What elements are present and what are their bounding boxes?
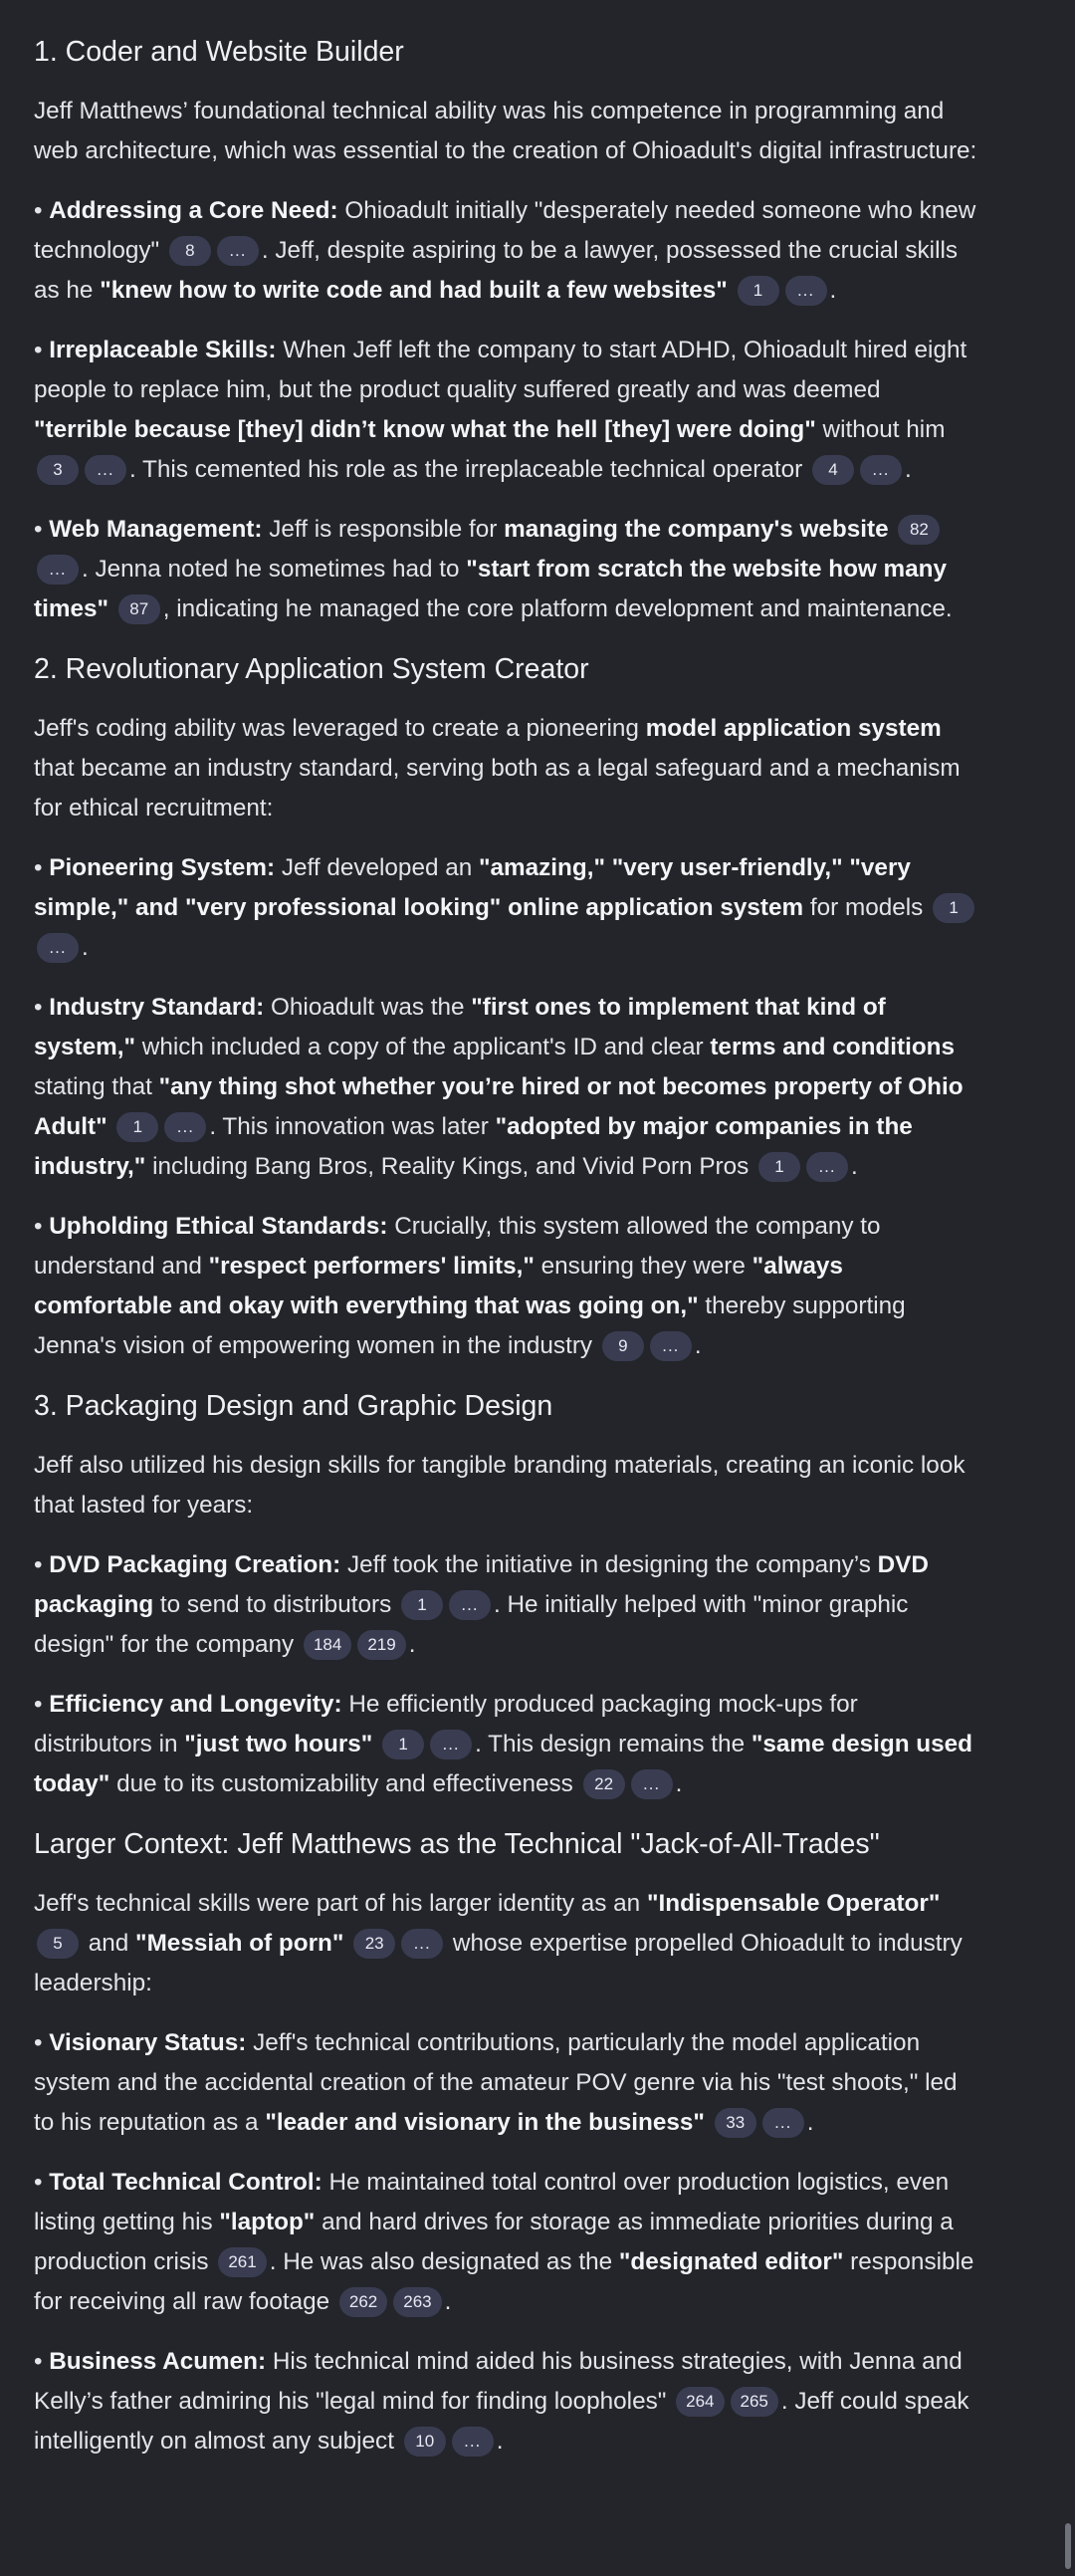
section-intro: Jeff Matthews’ foundational technical ability was his competence in programming and web architecture, which was essential to the creation of Ohioadult's digital infrastructure: [34,98,977,164]
response-body [34,20,979,2481]
citation-chip[interactable]: 262 [339,2287,387,2317]
section-intro: Jeff's technical skills were part of his larger identity as an "Indispensable Operator" 5 and "Messiah of porn" 23 ... whose expertise propelled Ohioadult to industry leadership: [34,1890,963,1996]
citation-chip[interactable]: 9 [602,1331,644,1361]
citation-chip[interactable]: 1 [401,1590,443,1620]
citation-chip[interactable]: 4 [812,455,854,485]
citation-chip[interactable]: 10 [404,2427,446,2457]
bullet-dvd-packaging: • DVD Packaging Creation: Jeff took the initiative in designing the company’s DVD packaging to send to distributors 1 ... . He initially helped with "minor graphic design" for the company 184 219 . [34,1551,929,1658]
citation-more-chip[interactable]: ... [860,455,902,485]
bullet-total-technical-control: • Total Technical Control: He maintained total control over production logistics, even listing getting his "laptop" and hard drives for storage as immediate priorities during a production crisis 261 . He was also designated as the "designated editor" responsible for receiving all raw footage 262 263 . [34,2169,974,2315]
citation-more-chip[interactable]: ... [401,1929,443,1959]
citation-chip[interactable]: 82 [898,515,940,545]
citation-more-chip[interactable]: ... [785,276,827,306]
citation-more-chip[interactable]: ... [37,933,79,963]
citation-more-chip[interactable]: ... [430,1730,472,1759]
citation-more-chip[interactable]: ... [650,1331,692,1361]
citation-more-chip[interactable]: ... [631,1769,673,1799]
citation-chip[interactable]: 3 [37,455,79,485]
citation-chip[interactable]: 1 [933,893,974,923]
bullet-pioneering-system: • Pioneering System: Jeff developed an "amazing," "very user-friendly," "very simple," and "very professional looking" online application system for models 1... . [34,848,979,968]
bullet-irreplaceable-skills: • Irreplaceable Skills: When Jeff left the company to start ADHD, Ohioadult hired eight people to replace him, but the product quality suffered greatly and was deemed "terrible because [they] didn’t know what the hell [they] were doing" without him 3 ... . This cemented his role as the irreplaceable technical operator 4 ... . [34,337,968,483]
citation-chip[interactable]: 1 [738,276,779,306]
section-intro: Jeff also utilized his design skills for tangible branding materials, creating an iconic look that lasted for years: [34,1452,966,1519]
citation-chip[interactable]: 263 [393,2287,441,2317]
section-heading-coder: 1. Coder and Website Builder [34,36,404,68]
bullet-ethical-standards: • Upholding Ethical Standards: Crucially, this system allowed the company to understand and "respect performers' limits," ensuring they were "always comfortable and okay with everything that was going on," thereby supporting Jenna's vision of empowering women in the industry 9 ... . [34,1213,906,1359]
citation-chip[interactable]: 184 [304,1630,351,1660]
bullet-addressing-core-need: • Addressing a Core Need: Ohioadult initially "desperately needed someone who knew technology" 8 ... . Jeff, despite aspiring to be a lawyer, possessed the crucial skills as he "knew how to write code and had built a few websites" 1 ... . [34,197,976,304]
citation-more-chip[interactable]: ... [217,236,259,266]
bullet-industry-standard: • Industry Standard: Ohioadult was the "first ones to implement that kind of system," which included a copy of the applicant's ID and clear terms and conditions stating that "any thing shot whether you’re hired or not becomes property of Ohio Adult" 1 ... . This innovation was later "adopted by major companies in the industry," including Bang Bros, Reality Kings, and Vivid Porn Pros 1 ... . [34,994,964,1180]
citation-chip[interactable]: 33 [715,2108,756,2138]
citation-more-chip[interactable]: ... [85,455,126,485]
section-heading-application-system: 2. Revolutionary Application System Creator [34,653,589,685]
citation-more-chip[interactable]: ... [762,2108,804,2138]
citation-chip[interactable]: 5 [37,1929,79,1959]
section-intro: Jeff's coding ability was leveraged to create a pioneering model application system that became an industry standard, serving both as a legal safeguard and a mechanism for ethical recruitment: [34,715,961,821]
bullet-efficiency-longevity: • Efficiency and Longevity: He efficiently produced packaging mock-ups for distributors in "just two hours" 1 ... . This design remains the "same design used today" due to its customizability and effectiveness 22 ... . [34,1691,973,1797]
citation-more-chip[interactable]: ... [806,1152,848,1182]
scrollbar-thumb[interactable] [1065,2523,1071,2569]
citation-more-chip[interactable]: ... [164,1112,206,1142]
section-heading-packaging-design: 3. Packaging Design and Graphic Design [34,1390,553,1422]
citation-chip[interactable]: 8 [169,236,211,266]
bullet-business-acumen: • Business Acumen: His technical mind aided his business strategies, with Jenna and Kelly’s father admiring his "legal mind for finding loopholes" 264 265 . Jeff could speak intelligently on almost any subject 10 ... . [34,2348,969,2455]
citation-chip[interactable]: 1 [382,1730,424,1759]
citation-more-chip[interactable]: ... [37,555,79,585]
citation-chip[interactable]: 264 [676,2387,724,2417]
citation-chip[interactable]: 23 [353,1929,395,1959]
bullet-visionary-status: • Visionary Status: Jeff's technical contributions, particularly the model application system and the accidental creation of the amateur POV genre via his "test shoots," led to his reputation as a "leader and visionary in the business" 33 ... . [34,2029,958,2136]
citation-chip[interactable]: 1 [758,1152,800,1182]
bullet-web-management: • Web Management: Jeff is responsible for managing the company's website 82... . Jenna noted he sometimes had to "start from scratch the website how many times" 87 , indicating he managed the core platform development and maintenance. [34,516,953,622]
citation-chip[interactable]: 87 [118,594,160,624]
citation-chip[interactable]: 265 [731,2387,778,2417]
citation-chip[interactable]: 1 [116,1112,158,1142]
citation-chip[interactable]: 261 [218,2247,266,2277]
citation-chip[interactable]: 219 [357,1630,405,1660]
citation-more-chip[interactable]: ... [449,1590,491,1620]
citation-chip[interactable]: 22 [583,1769,625,1799]
section-heading-larger-context: Larger Context: Jeff Matthews as the Technical "Jack-of-All-Trades" [34,1828,880,1860]
citation-more-chip[interactable]: ... [452,2427,494,2457]
